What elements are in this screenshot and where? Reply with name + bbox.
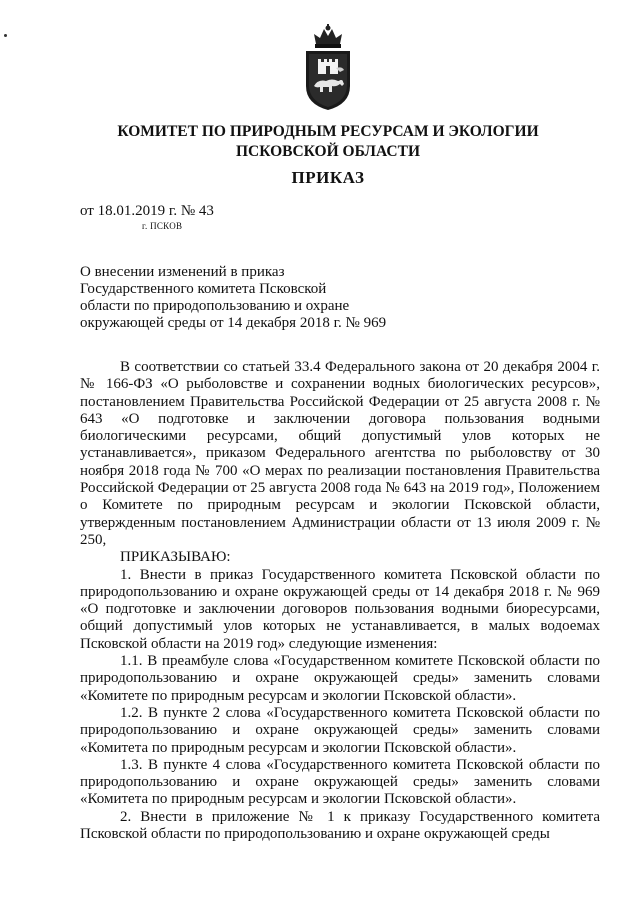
item-1-3-paragraph: 1.3. В пункте 4 слова «Государственного комитета Псковской области по природопользованию и охране окружающей среды» заменить словами «Комитета по природным ресурсам и экологии Псковской области». — [80, 756, 600, 808]
organization-name — [60, 122, 596, 162]
organization-name-line1: КОМИТЕТ ПО ПРИРОДНЫМ РЕСУРСАМ И ЭКОЛОГИИ — [117, 123, 539, 140]
item-1-1-paragraph: 1.1. В преамбуле слова «Государственном комитете Псковской области по природопользованию и охране окружающей среды» заменить словами «Комитете по природным ресурсам и экологии Псковской области». — [80, 653, 600, 704]
order-keyword: ПРИКАЗЫВАЮ: — [120, 549, 231, 566]
subject-line: О внесении изменений в приказ — [80, 264, 285, 280]
subject-line: Государственного комитета Псковской — [80, 281, 327, 297]
city-label: г. ПСКОВ — [142, 221, 183, 231]
order-subject — [80, 264, 410, 332]
order-date-number: от 18.01.2019 г. № 43 — [80, 203, 214, 219]
organization-name-line2: ПСКОВСКОЙ ОБЛАСТИ — [235, 143, 420, 160]
item-1-2-paragraph: 1.2. В пункте 2 слова «Государственного комитета Псковской области по природопользованию и охране окружающей среды» заменить словами «Комитета по природным ресурсам и экологии Псковской области». — [80, 704, 600, 756]
item-1-paragraph: 1. Внести в приказ Государственного комитета Псковской области по природопользованию и охране окружающей среды от 14 декабря 2018 г. № 969 «О подготовке и заключении договоров пользования водными биоресурсами, общий допустимый улов которых не устанавливается, в малых водоемах Псковской области на 2019 год» следующие изменения: — [80, 566, 600, 652]
coat-of-arms-icon — [296, 24, 360, 112]
preamble-paragraph: В соответствии со статьей 33.4 Федерального закона от 20 декабря 2004 г. № 166-ФЗ «О рыболовстве и сохранении водных биологических ресурсов», постановлением Правительства Российской Федерации от 25 августа 2008 г. № 643 «О подготовке и заключении договора пользования водными биологическими ресурсами, общий допустимый улов которых не устанавливается», приказом Федерального агентства по рыболовству от 30 ноября 2018 года № 700 «О мерах по реализации постановления Правительства Российской Федерации от 25 августа 2008 года № 643 на 2019 год», Положением о Комитете по природным ресурсам и экологии Псковской области, утвержденным постановлением Администрации области от 13 июля 2009 г. № 250, — [80, 359, 600, 548]
scan-speck — [4, 34, 7, 37]
subject-line: окружающей среды от 14 декабря 2018 г. № 969 — [80, 315, 387, 331]
subject-line: области по природопользованию и охране — [80, 298, 350, 314]
document-type-title: ПРИКАЗ — [291, 168, 365, 187]
order-body — [80, 359, 600, 843]
item-2-paragraph: 2. Внести в приложение № 1 к приказу Государственного комитета Псковской области по природопользованию и охране окружающей среды — [80, 808, 600, 843]
